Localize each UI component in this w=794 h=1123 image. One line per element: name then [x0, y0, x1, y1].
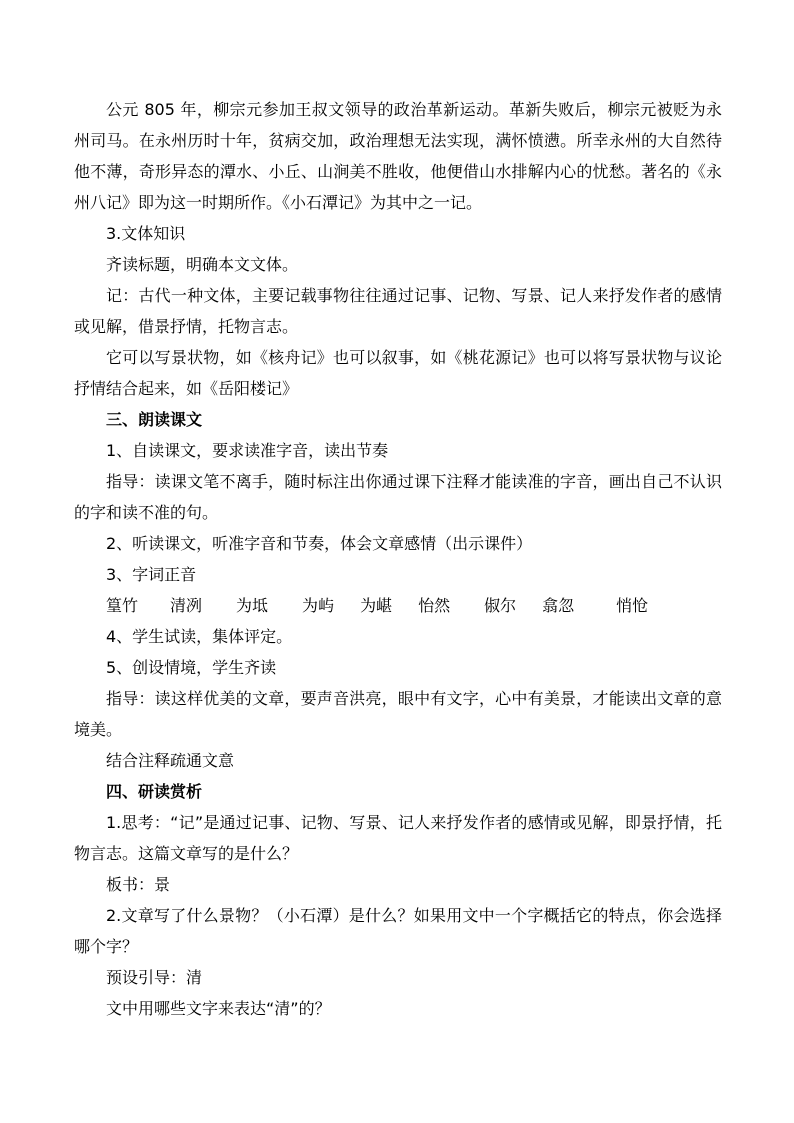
paragraph-preset-guide: 预设引导：清 [106, 968, 203, 987]
paragraph-group-read: 5、创设情境，学生齐读 [106, 658, 277, 677]
vocab-list [74, 590, 722, 621]
paragraph-pronunciation: 3、字词正音 [106, 565, 197, 584]
vocab-word: 悄怆 [616, 596, 649, 615]
paragraph-read-title: 齐读标题，明确本文文体。 [106, 255, 299, 274]
paragraph-blackboard: 板书：景 [106, 875, 171, 894]
paragraph-question-2: 2.文章写了什么景物？（小石潭）是什么？如果用文中一个字概括它的特点，你会选择哪个字？ [74, 906, 722, 956]
paragraph-background: 公元 805 年，柳宗元参加王叔文领导的政治革新运动。革新失败后，柳宗元被贬为永州司马。在永州历时十年，贫病交加，政治理想无法实现，满怀愤懑。所幸永州的大自然待他不薄，奇形异态的潭水、小丘、山涧美不胜收，他便借山水排解内心的忧愁。著名的《永州八记》即为这一时期所作。《小石潭记》为其中之一记。 [74, 100, 722, 212]
section-style-knowledge: 3.文体知识 [106, 224, 186, 243]
vocab-word: 俶尔 [484, 596, 517, 615]
paragraph-think: 1.思考：“记”是通过记事、记物、写景、记人来抒发作者的感情或见解，即景抒情，托物言志。这篇文章写的是什么？ [74, 813, 722, 863]
paragraph-ji-definition: 记：古代一种文体，主要记载事物往往通过记事、记物、写景、记人来抒发作者的感情或见解，借景抒情，托物言志。 [74, 286, 722, 336]
vocab-word: 怡然 [418, 596, 451, 615]
paragraph-listen-read: 2、听读课文，听准字音和节奏，体会文章感情（出示课件） [106, 534, 533, 553]
paragraph-guidance-2: 指导：读这样优美的文章，要声音洪亮，眼中有文字，心中有美景，才能读出文章的意境美。 [74, 689, 722, 739]
heading-read-aloud: 三、朗读课文 [106, 410, 203, 429]
vocab-word: 为坻 [236, 596, 269, 615]
vocab-word: 清冽 [170, 596, 203, 615]
paragraph-annotations: 结合注释疏通文意 [106, 751, 235, 770]
paragraph-guidance-1: 指导：读课文笔不离手，随时标注出你通过课下注释才能读准的字音，画出自己不认识的字和读不准的句。 [74, 472, 722, 522]
heading-study-appreciate: 四、研读赏析 [106, 782, 203, 801]
paragraph-ji-examples: 它可以写景状物，如《核舟记》也可以叙事，如《桃花源记》也可以将写景状物与议论抒情结合起来，如《岳阳楼记》 [74, 348, 722, 398]
paragraph-self-read: 1、自读课文，要求读准字音，读出节奏 [106, 441, 389, 460]
vocab-word: 为嵁 [360, 596, 393, 615]
vocab-word: 为屿 [302, 596, 335, 615]
paragraph-student-trial: 4、学生试读，集体评定。 [106, 627, 293, 646]
paragraph-question-qing: 文中用哪些文字来表达“清”的？ [106, 999, 331, 1018]
vocab-word: 翕忽 [542, 596, 575, 615]
document-page [74, 94, 722, 1024]
vocab-word: 篁竹 [106, 596, 139, 615]
